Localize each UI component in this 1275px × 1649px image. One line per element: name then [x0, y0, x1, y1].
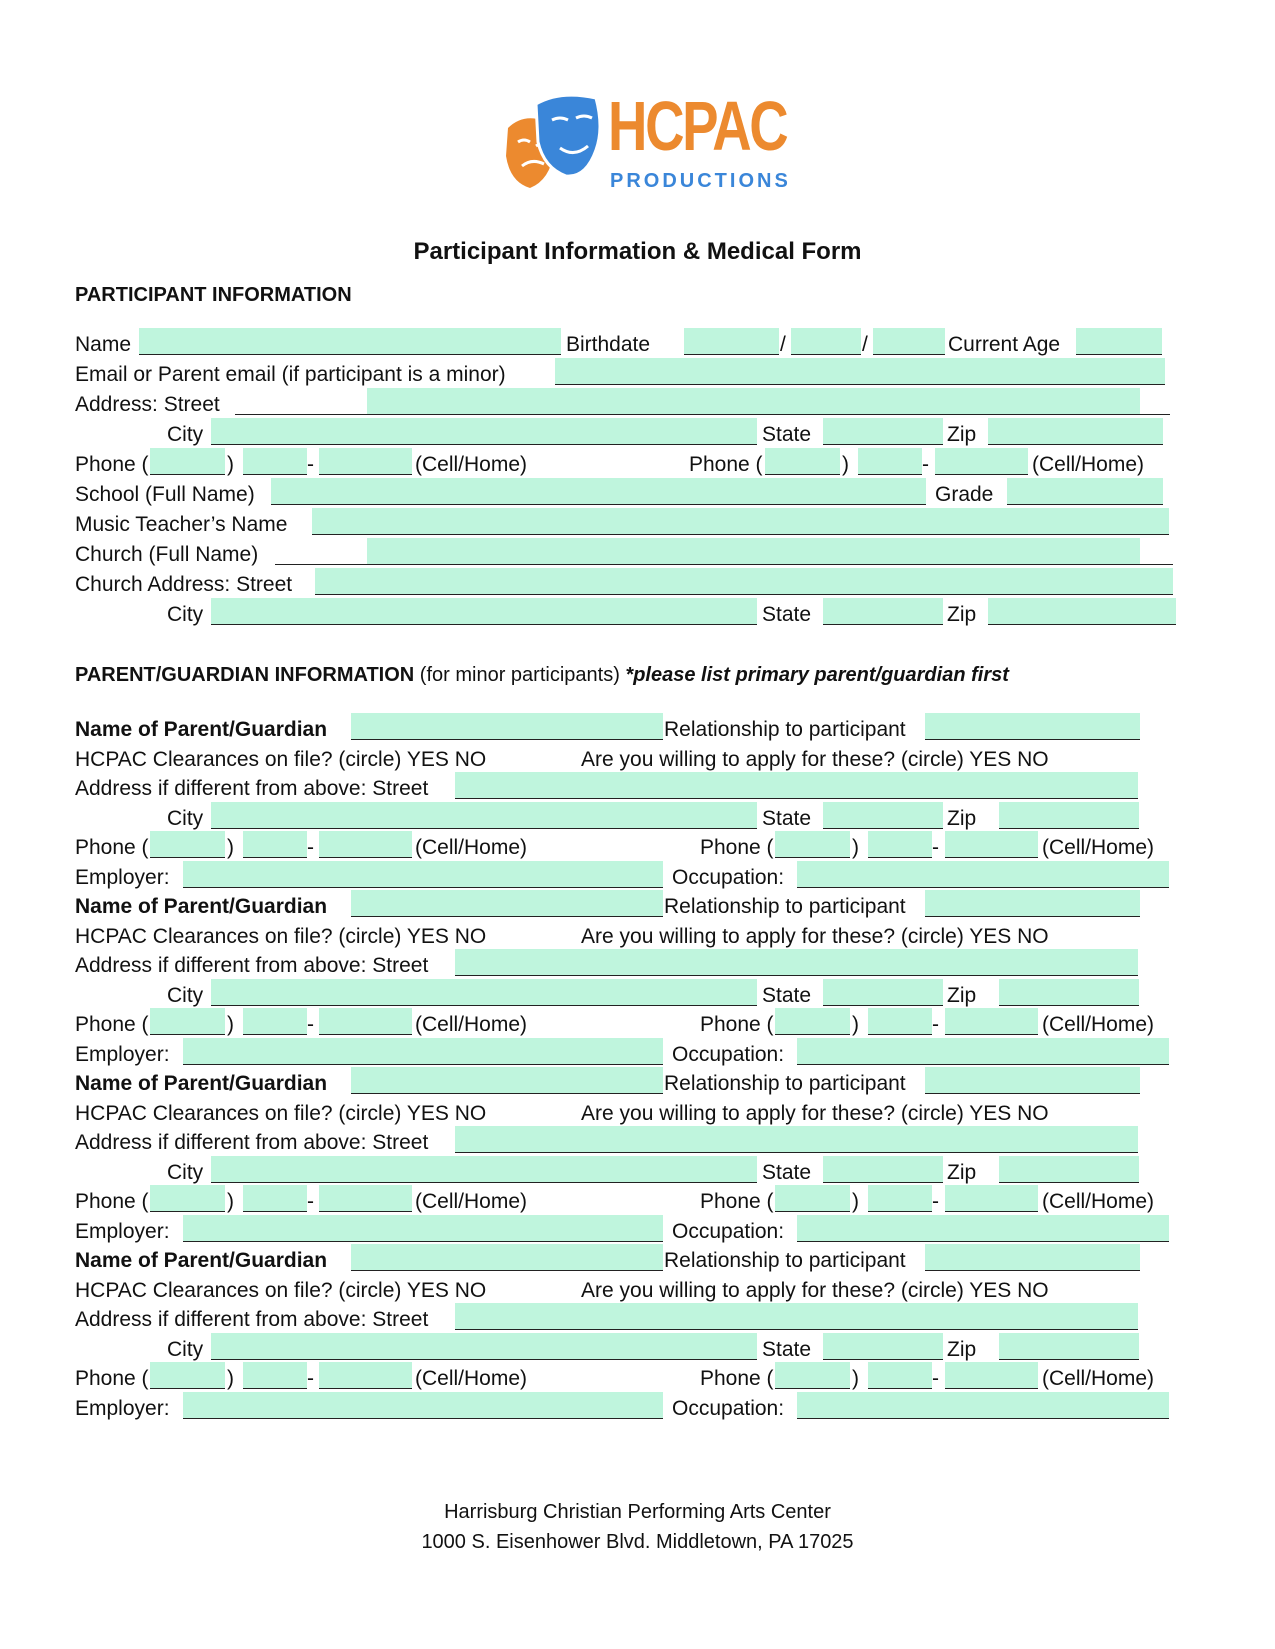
row-email — [75, 358, 1185, 388]
row-music-teacher — [75, 508, 1185, 538]
guardian-name-label: Name of Parent/Guardian — [75, 718, 328, 741]
city-label: City — [167, 423, 204, 446]
guardian-address-label: Address if different from above: Street — [75, 954, 429, 977]
guardian-1-phone2-line-field[interactable] — [945, 831, 1038, 858]
music-teacher-label: Music Teacher’s Name — [75, 513, 288, 536]
phone2-line-field[interactable] — [935, 448, 1028, 475]
willing-label: Are you willing to apply for these? (circle) YES NO — [581, 748, 1049, 771]
church-state-field[interactable] — [823, 598, 943, 625]
guardian-address-label: Address if different from above: Street — [75, 1308, 429, 1331]
zip-label: Zip — [947, 423, 977, 446]
zip-field[interactable] — [988, 418, 1163, 445]
occupation-label: Occupation: — [672, 866, 785, 889]
phone-label: Phone ( — [75, 1190, 149, 1213]
church-city-field[interactable] — [211, 598, 757, 625]
clearances-label: HCPAC Clearances on file? (circle) YES NO — [75, 748, 487, 771]
willing-label: Are you willing to apply for these? (circle) YES NO — [581, 1279, 1049, 1302]
guardian-4-phone-row — [75, 1362, 1185, 1392]
guardian-3-phone2-prefix-field[interactable] — [868, 1185, 932, 1212]
guardian-4-name-field[interactable] — [351, 1244, 663, 1271]
city-label: City — [167, 1161, 204, 1184]
row-address — [75, 388, 1185, 418]
row-school — [75, 478, 1185, 508]
guardian-4-city-field[interactable] — [211, 1333, 757, 1360]
footer-address: 1000 S. Eisenhower Blvd. Middletown, PA 17025 — [421, 1531, 854, 1553]
phone-line-field[interactable] — [319, 448, 412, 475]
address-street-field[interactable] — [367, 388, 1140, 415]
guardian-3-phone-area-field[interactable] — [150, 1185, 225, 1212]
guardian-2-name-row — [75, 890, 1185, 920]
birthdate-day-field[interactable] — [791, 328, 861, 355]
guardian-4-phone2-area-field[interactable] — [775, 1362, 850, 1389]
city-field[interactable] — [211, 418, 757, 445]
phone-label: Phone ( — [75, 836, 149, 859]
guardian-1-relationship-field[interactable] — [925, 713, 1140, 740]
guardian-3-occupation-field[interactable] — [797, 1215, 1169, 1242]
guardian-3-zip-field[interactable] — [999, 1156, 1139, 1183]
guardian-1-phone-row — [75, 831, 1185, 861]
phone-label-2: Phone ( — [700, 1013, 774, 1036]
guardian-1-occupation-field[interactable] — [797, 861, 1169, 888]
guardian-3-relationship-field[interactable] — [925, 1067, 1140, 1094]
guardian-3-phone-line-field[interactable] — [319, 1185, 412, 1212]
paren-close: ) — [852, 1013, 859, 1036]
guardian-1-employer-field[interactable] — [183, 861, 663, 888]
state-label: State — [762, 807, 812, 830]
slash: / — [862, 333, 868, 356]
guardian-2-city-row — [75, 979, 1185, 1009]
zip-label: Zip — [947, 807, 977, 830]
guardian-3-phone2-area-field[interactable] — [775, 1185, 850, 1212]
guardian-1-city-field[interactable] — [211, 802, 757, 829]
guardian-2-relationship-field[interactable] — [925, 890, 1140, 917]
guardian-name-label: Name of Parent/Guardian — [75, 1072, 328, 1095]
guardian-4-occupation-field[interactable] — [797, 1392, 1169, 1419]
phone-prefix-field[interactable] — [243, 448, 307, 475]
guardian-2-name-field[interactable] — [351, 890, 663, 917]
guardian-3-name-row — [75, 1067, 1185, 1097]
clearances-label: HCPAC Clearances on file? (circle) YES NO — [75, 925, 487, 948]
guardian-1-phone-prefix-field[interactable] — [243, 831, 307, 858]
grade-field[interactable] — [1007, 478, 1163, 505]
state-label: State — [762, 1161, 812, 1184]
dash: - — [932, 1367, 939, 1390]
guardian-3-address-row — [75, 1126, 1185, 1156]
city-label: City — [167, 807, 204, 830]
row-city — [75, 418, 1185, 448]
row-name — [75, 328, 1185, 358]
cell-home-label-2: (Cell/Home) — [1032, 453, 1145, 476]
church-zip-field[interactable] — [988, 598, 1176, 625]
logo-brand-text: HCPAC — [608, 87, 787, 165]
guardian-2-address-field[interactable] — [455, 949, 1138, 976]
guardian-4-phone-area-field[interactable] — [150, 1362, 225, 1389]
slash: / — [780, 333, 786, 356]
guardian-4-city-row — [75, 1333, 1185, 1363]
birthdate-month-field[interactable] — [684, 328, 779, 355]
hcpac-logo — [500, 87, 791, 202]
section-heading-parents — [75, 664, 1009, 687]
cell-home-label: (Cell/Home) — [415, 836, 528, 859]
guardian-1-name-field[interactable] — [351, 713, 663, 740]
guardian-3-state-field[interactable] — [823, 1156, 943, 1183]
row-church-city — [75, 598, 1185, 628]
relationship-label: Relationship to participant — [664, 895, 906, 918]
cell-home-label-2: (Cell/Home) — [1042, 836, 1155, 859]
guardian-4-address-row — [75, 1303, 1185, 1333]
guardian-3-city-row — [75, 1156, 1185, 1186]
guardian-3-phone-row — [75, 1185, 1185, 1215]
relationship-label: Relationship to participant — [664, 1249, 906, 1272]
zip-label: Zip — [947, 1338, 977, 1361]
guardian-4-name-row — [75, 1244, 1185, 1274]
employer-label: Employer: — [75, 1220, 170, 1243]
occupation-label: Occupation: — [672, 1397, 785, 1420]
logo-sub-text: PRODUCTIONS — [610, 170, 791, 192]
cell-home-label: (Cell/Home) — [415, 1190, 528, 1213]
guardian-1-state-field[interactable] — [823, 802, 943, 829]
occupation-label: Occupation: — [672, 1220, 785, 1243]
paren-close: ) — [227, 1367, 234, 1390]
cell-home-label-2: (Cell/Home) — [1042, 1013, 1155, 1036]
guardian-4-clearances-row — [75, 1274, 1185, 1304]
guardian-address-label: Address if different from above: Street — [75, 777, 429, 800]
city-label: City — [167, 984, 204, 1007]
paren-close: ) — [842, 453, 849, 476]
guardian-3-city-field[interactable] — [211, 1156, 757, 1183]
zip-label: Zip — [947, 1161, 977, 1184]
guardian-2-phone-area-field[interactable] — [150, 1008, 225, 1035]
guardian-1-phone-area-field[interactable] — [150, 831, 225, 858]
guardian-3-phone2-line-field[interactable] — [945, 1185, 1038, 1212]
clearances-label: HCPAC Clearances on file? (circle) YES NO — [75, 1279, 487, 1302]
current-age-label: Current Age — [948, 333, 1061, 356]
birthdate-label: Birthdate — [566, 333, 651, 356]
state-label: State — [762, 1338, 812, 1361]
state-label: State — [762, 603, 812, 626]
email-label: Email or Parent email (if participant is a minor) — [75, 363, 506, 386]
school-field[interactable] — [271, 478, 926, 505]
guardian-2-phone2-area-field[interactable] — [775, 1008, 850, 1035]
dash: - — [307, 836, 314, 859]
parents-heading-text: PARENT/GUARDIAN INFORMATION — [75, 664, 415, 686]
clearances-label: HCPAC Clearances on file? (circle) YES NO — [75, 1102, 487, 1125]
phone-label-2: Phone ( — [700, 1190, 774, 1213]
grade-label: Grade — [935, 483, 994, 506]
guardian-1-employer-row — [75, 861, 1185, 891]
row-phone — [75, 448, 1185, 478]
employer-label: Employer: — [75, 1043, 170, 1066]
guardian-1-city-row — [75, 802, 1185, 832]
relationship-label: Relationship to participant — [664, 718, 906, 741]
parents-heading-emph: *please list primary parent/guardian first — [625, 664, 1009, 686]
row-church — [75, 538, 1185, 568]
guardian-2-phone-row — [75, 1008, 1185, 1038]
dash: - — [307, 453, 314, 476]
guardian-4-relationship-field[interactable] — [925, 1244, 1140, 1271]
page-title: Participant Information & Medical Form — [413, 238, 862, 265]
guardian-1-address-field[interactable] — [455, 772, 1138, 799]
paren-close: ) — [852, 836, 859, 859]
guardian-3-employer-row — [75, 1215, 1185, 1245]
city-label: City — [167, 603, 204, 626]
guardian-1-phone2-prefix-field[interactable] — [868, 831, 932, 858]
guardian-4-zip-field[interactable] — [999, 1333, 1139, 1360]
dash: - — [307, 1190, 314, 1213]
church-address-label: Church Address: Street — [75, 573, 293, 596]
guardian-4-phone2-line-field[interactable] — [945, 1362, 1038, 1389]
theater-masks-icon — [500, 92, 612, 192]
state-label: State — [762, 423, 812, 446]
phone-area-field[interactable] — [150, 448, 225, 475]
guardian-name-label: Name of Parent/Guardian — [75, 1249, 328, 1272]
city-label: City — [167, 1338, 204, 1361]
paren-close: ) — [227, 1190, 234, 1213]
zip-label: Zip — [947, 603, 977, 626]
phone2-prefix-field[interactable] — [858, 448, 922, 475]
guardian-1-name-row — [75, 713, 1185, 743]
guardian-address-label: Address if different from above: Street — [75, 1131, 429, 1154]
phone-label: Phone ( — [75, 453, 149, 476]
guardian-2-phone2-line-field[interactable] — [945, 1008, 1038, 1035]
name-label: Name — [75, 333, 132, 356]
cell-home-label: (Cell/Home) — [415, 1013, 528, 1036]
relationship-label: Relationship to participant — [664, 1072, 906, 1095]
guardian-2-state-field[interactable] — [823, 979, 943, 1006]
address-street-label: Address: Street — [75, 393, 220, 416]
school-label: School (Full Name) — [75, 483, 255, 506]
participant-name-field[interactable] — [139, 328, 561, 355]
email-field[interactable] — [555, 358, 1165, 385]
dash: - — [932, 1190, 939, 1213]
phone-label-2: Phone ( — [700, 1367, 774, 1390]
willing-label: Are you willing to apply for these? (circle) YES NO — [581, 925, 1049, 948]
guardian-4-phone2-prefix-field[interactable] — [868, 1362, 932, 1389]
guardian-2-employer-field[interactable] — [183, 1038, 663, 1065]
phone-label-2: Phone ( — [700, 836, 774, 859]
row-church-address — [75, 568, 1185, 598]
paren-close: ) — [852, 1367, 859, 1390]
guardian-2-address-row — [75, 949, 1185, 979]
employer-label: Employer: — [75, 866, 170, 889]
state-field[interactable] — [823, 418, 943, 445]
guardian-2-city-field[interactable] — [211, 979, 757, 1006]
guardian-2-phone-prefix-field[interactable] — [243, 1008, 307, 1035]
guardian-3-address-field[interactable] — [455, 1126, 1138, 1153]
guardian-4-employer-row — [75, 1392, 1185, 1422]
parents-heading-note: (for minor participants) — [414, 664, 626, 686]
church-field[interactable] — [367, 538, 1140, 565]
guardian-name-label: Name of Parent/Guardian — [75, 895, 328, 918]
church-address-field[interactable] — [315, 568, 1173, 595]
birthdate-year-field[interactable] — [873, 328, 945, 355]
cell-home-label-2: (Cell/Home) — [1042, 1190, 1155, 1213]
guardian-2-zip-field[interactable] — [999, 979, 1139, 1006]
paren-close: ) — [227, 836, 234, 859]
guardian-4-employer-field[interactable] — [183, 1392, 663, 1419]
guardian-2-occupation-field[interactable] — [797, 1038, 1169, 1065]
guardian-1-phone-line-field[interactable] — [319, 831, 412, 858]
willing-label: Are you willing to apply for these? (circle) YES NO — [581, 1102, 1049, 1125]
guardian-3-name-field[interactable] — [351, 1067, 663, 1094]
guardian-1-address-row — [75, 772, 1185, 802]
guardian-4-address-field[interactable] — [455, 1303, 1138, 1330]
guardian-2-employer-row — [75, 1038, 1185, 1068]
phone-label-2: Phone ( — [689, 453, 763, 476]
paren-close: ) — [852, 1190, 859, 1213]
guardian-1-zip-field[interactable] — [999, 802, 1139, 829]
occupation-label: Occupation: — [672, 1043, 785, 1066]
zip-label: Zip — [947, 984, 977, 1007]
guardian-3-employer-field[interactable] — [183, 1215, 663, 1242]
dash: - — [307, 1367, 314, 1390]
guardian-1-phone2-area-field[interactable] — [775, 831, 850, 858]
footer — [0, 1497, 1275, 1557]
dash: - — [932, 836, 939, 859]
guardian-2-clearances-row — [75, 920, 1185, 950]
dash: - — [932, 1013, 939, 1036]
guardian-4-phone-prefix-field[interactable] — [243, 1362, 307, 1389]
cell-home-label: (Cell/Home) — [415, 1367, 528, 1390]
church-label: Church (Full Name) — [75, 543, 259, 566]
employer-label: Employer: — [75, 1397, 170, 1420]
dash: - — [307, 1013, 314, 1036]
guardian-1-clearances-row — [75, 743, 1185, 773]
guardian-4-phone-line-field[interactable] — [319, 1362, 412, 1389]
phone-label: Phone ( — [75, 1013, 149, 1036]
section-heading-participant: PARTICIPANT INFORMATION — [75, 284, 352, 306]
paren-close: ) — [227, 1013, 234, 1036]
guardian-3-phone-prefix-field[interactable] — [243, 1185, 307, 1212]
phone2-area-field[interactable] — [765, 448, 840, 475]
cell-home-label: (Cell/Home) — [415, 453, 528, 476]
music-teacher-field[interactable] — [312, 508, 1169, 535]
guardian-2-phone-line-field[interactable] — [319, 1008, 412, 1035]
phone-label: Phone ( — [75, 1367, 149, 1390]
footer-org-name: Harrisburg Christian Performing Arts Center — [444, 1501, 831, 1523]
dash: - — [922, 453, 929, 476]
cell-home-label-2: (Cell/Home) — [1042, 1367, 1155, 1390]
paren-close: ) — [227, 453, 234, 476]
state-label: State — [762, 984, 812, 1007]
current-age-field[interactable] — [1076, 328, 1162, 355]
guardian-2-phone2-prefix-field[interactable] — [868, 1008, 932, 1035]
guardian-3-clearances-row — [75, 1097, 1185, 1127]
guardian-4-state-field[interactable] — [823, 1333, 943, 1360]
